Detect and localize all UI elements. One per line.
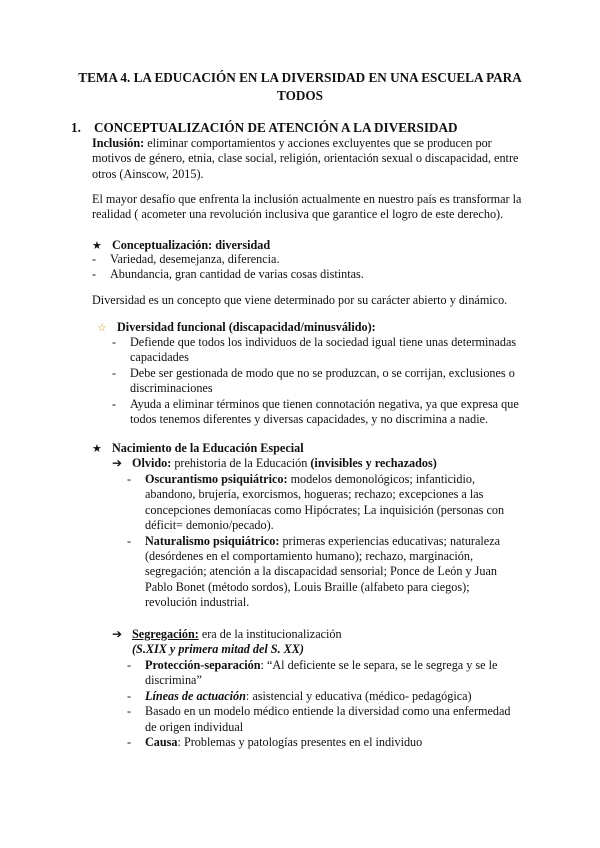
- list-item: - Líneas de actuación: asistencial y educativa (médico- pedagógica): [127, 688, 472, 703]
- olvido-list: [127, 472, 522, 611]
- inclusion-text: eliminar comportamientos y acciones excluyentes que se producen por motivos de género, etnia, clase social, religión, orientación sexual o discapacidad, entre otros (Ainscow, 2015).: [92, 136, 519, 181]
- list-item: - Abundancia, gran cantidad de varias cosas distintas.: [92, 267, 364, 282]
- nacimiento-bullet: [92, 441, 304, 456]
- segregacion-bullet: [112, 627, 342, 642]
- section-number: 1.: [71, 120, 81, 135]
- section-heading-text: CONCEPTUALIZACIÓN DE ATENCIÓN A LA DIVERSIDAD: [94, 120, 458, 135]
- conceptualizacion-label: Conceptualización: diversidad: [112, 238, 271, 252]
- segregacion-text: era de la institucionalización: [198, 627, 342, 641]
- inclusion-paragraph: [92, 136, 522, 182]
- olvido-text: prehistoria de la Educación: [171, 456, 311, 470]
- section-heading: [71, 120, 458, 135]
- nacimiento-label: Nacimiento de la Educación Especial: [112, 441, 304, 455]
- funcional-label: Diversidad funcional (discapacidad/minusválido):: [117, 320, 376, 334]
- document-title: TEMA 4. LA EDUCACIÓN EN LA DIVERSIDAD EN UNA ESCUELA PARA TODOS: [78, 70, 522, 103]
- conceptualizacion-list: [92, 252, 512, 283]
- desafio-paragraph: El mayor desafío que enfrenta la inclusión actualmente en nuestro país es transformar la realidad ( acometer una revolución inclusiva que garantice el logro de este derecho).: [92, 192, 522, 222]
- star-icon: ★: [92, 239, 102, 252]
- star-outline-icon: ☆: [97, 321, 107, 334]
- olvido-bullet: [112, 456, 437, 471]
- list-item: - Oscurantismo psiquiátrico: modelos demonológicos; infanticidio, abandono, brujería, exorcismos, hogueras; rechazo; excepciones a las concepciones demoníacas como Hipócrates; La inquisición (personas con déficit= demonio/pecado).: [127, 472, 505, 533]
- arrow-right-icon: ➔: [112, 627, 123, 641]
- diversidad-paragraph: Diversidad es un concepto que viene determinado por su carácter abierto y dinámico.: [92, 293, 508, 307]
- segregacion-list: [127, 658, 522, 750]
- segregacion-label: Segregación:: [132, 627, 199, 641]
- list-item: - Basado en un modelo médico entiende la diversidad como una enfermedad de origen individual: [127, 704, 511, 734]
- olvido-bold: (invisibles y rechazados): [310, 456, 437, 470]
- list-item: - Debe ser gestionada de modo que no se produzcan, o se corrijan, exclusiones o discriminaciones: [112, 365, 515, 396]
- funcional-list: [112, 335, 522, 427]
- list-item: - Protección-separación: “Al deficiente se le separa, se le segrega y se le discrimina”: [127, 658, 498, 688]
- list-item: - Causa: Problemas y patologías presentes en el individuo: [127, 735, 423, 750]
- arrow-right-icon: ➔: [112, 456, 123, 470]
- list-item: - Defiende que todos los individuos de la sociedad igual tiene unas determinadas capacidades: [112, 335, 517, 365]
- olvido-label: Olvido:: [132, 456, 172, 470]
- funcional-bullet: [97, 320, 376, 335]
- inclusion-label: Inclusión:: [92, 136, 145, 150]
- segregacion-period: (S.XIX y primera mitad del S. XX): [132, 642, 304, 656]
- star-icon: ★: [92, 442, 102, 455]
- list-item: - Naturalismo psiquiátrico: primeras experiencias educativas; naturaleza (desórdenes en el comportamiento humano); rechazo, marginación, segregación; atención a la discapacidad sensorial; Ponce de León y Juan Pablo Bonet (método sordos), Louis Braille (alfabeto para ciegos); revolución industrial.: [127, 533, 501, 610]
- list-item: - Ayuda a eliminar términos que tienen connotación negativa, ya que expresa que todos tenemos diferentes y diversas capacidades, y no discrimina a nadie.: [112, 396, 519, 427]
- list-item: - Variedad, desemejanza, diferencia.: [92, 252, 280, 266]
